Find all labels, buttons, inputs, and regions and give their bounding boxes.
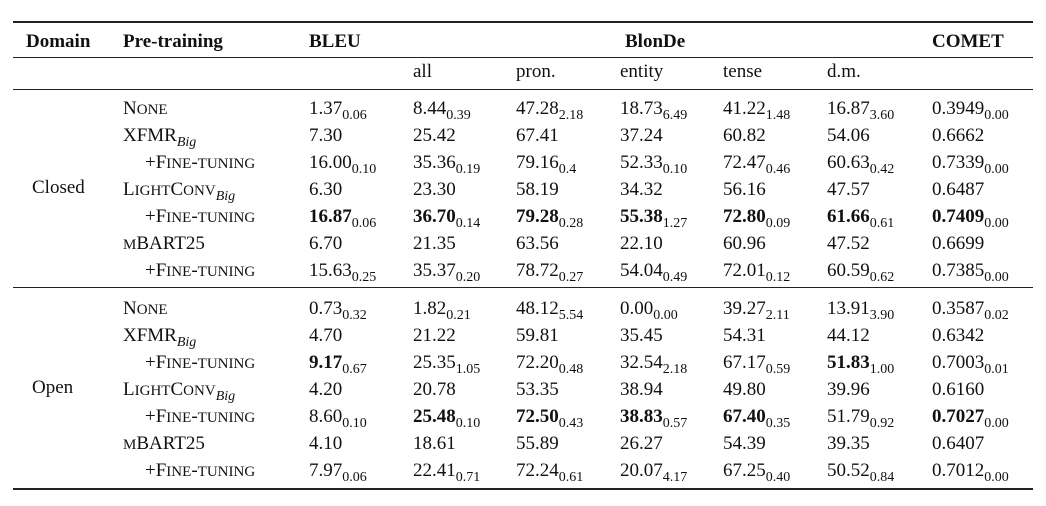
score-cell: $0.7003_{0.01}$ xyxy=(932,352,1009,377)
score-cell: $0.7385_{0.00}$ xyxy=(932,260,1009,285)
score-cell: 58.19 xyxy=(516,179,559,200)
score-cell: $0.73_{0.32}$ xyxy=(309,298,367,323)
score-cell: 0.6342 xyxy=(932,325,985,346)
subheader-pron: pron. xyxy=(516,61,556,82)
model-name: MBART25 xyxy=(123,433,205,454)
score-cell: 7.30 xyxy=(309,125,343,146)
score-cell: $72.80_{0.09}$ xyxy=(723,206,791,231)
score-cell: $1.82_{0.21}$ xyxy=(413,298,471,323)
pretraining-header: Pre-training xyxy=(123,31,223,52)
score-cell: $22.41_{0.71}$ xyxy=(413,460,481,485)
score-cell: 22.10 xyxy=(620,233,663,254)
score-cell: 21.22 xyxy=(413,325,456,346)
blonde-header: BlonDe xyxy=(625,31,686,52)
score-cell: 39.96 xyxy=(827,379,870,400)
score-cell: $35.36_{0.19}$ xyxy=(413,152,481,177)
score-cell: 54.31 xyxy=(723,325,766,346)
bleu-header: BLEU xyxy=(309,31,361,52)
score-cell: 47.57 xyxy=(827,179,870,200)
score-cell: 18.61 xyxy=(413,433,456,454)
score-cell: 38.94 xyxy=(620,379,663,400)
score-cell: $67.25_{0.40}$ xyxy=(723,460,791,485)
header-rule xyxy=(13,57,1033,58)
model-name: $XFMR_{Big}$ xyxy=(123,325,197,350)
score-cell: $52.33_{0.10}$ xyxy=(620,152,688,177)
score-cell: $20.07_{4.17}$ xyxy=(620,460,688,485)
score-cell: 4.20 xyxy=(309,379,343,400)
bottom-rule xyxy=(13,488,1033,490)
score-cell: $16.87_{0.06}$ xyxy=(309,206,377,231)
model-name: +FINE-TUNING xyxy=(145,206,256,227)
score-cell: $79.28_{0.28}$ xyxy=(516,206,584,231)
score-cell: 59.81 xyxy=(516,325,559,346)
score-cell: $72.01_{0.12}$ xyxy=(723,260,791,285)
score-cell: 20.78 xyxy=(413,379,456,400)
group-rule xyxy=(13,287,1033,288)
score-cell: 60.82 xyxy=(723,125,766,146)
score-cell: $78.72_{0.27}$ xyxy=(516,260,584,285)
score-cell: $79.16_{0.4}$ xyxy=(516,152,577,177)
score-cell: 0.6487 xyxy=(932,179,985,200)
model-name: +FINE-TUNING xyxy=(145,352,256,373)
score-cell: 6.70 xyxy=(309,233,343,254)
score-cell: $32.54_{2.18}$ xyxy=(620,352,688,377)
score-cell: $0.7339_{0.00}$ xyxy=(932,152,1009,177)
subheader-all: all xyxy=(413,61,432,82)
model-name: NONE xyxy=(123,298,168,319)
score-cell: $16.87_{3.60}$ xyxy=(827,98,895,123)
score-cell: $67.17_{0.59}$ xyxy=(723,352,791,377)
score-cell: 34.32 xyxy=(620,179,663,200)
domain-label: Closed xyxy=(32,177,85,198)
score-cell: $72.50_{0.43}$ xyxy=(516,406,584,431)
score-cell: $61.66_{0.61}$ xyxy=(827,206,895,231)
subheader-dm: d.m. xyxy=(827,61,861,82)
model-name: MBART25 xyxy=(123,233,205,254)
score-cell: $51.83_{1.00}$ xyxy=(827,352,895,377)
model-name: $LIGHTCONV_{Big}$ xyxy=(123,179,236,204)
score-cell: $48.12_{5.54}$ xyxy=(516,298,584,323)
score-cell: 23.30 xyxy=(413,179,456,200)
score-cell: 63.56 xyxy=(516,233,559,254)
score-cell: $8.44_{0.39}$ xyxy=(413,98,471,123)
score-cell: 37.24 xyxy=(620,125,663,146)
model-name: +FINE-TUNING xyxy=(145,406,256,427)
model-name: NONE xyxy=(123,98,168,119)
score-cell: $60.63_{0.42}$ xyxy=(827,152,895,177)
score-cell: $9.17_{0.67}$ xyxy=(309,352,367,377)
score-cell: 53.35 xyxy=(516,379,559,400)
score-cell: 0.6160 xyxy=(932,379,985,400)
score-cell: $39.27_{2.11}$ xyxy=(723,298,790,323)
score-cell: $38.83_{0.57}$ xyxy=(620,406,688,431)
subheader-tense: tense xyxy=(723,61,763,82)
domain-label: Open xyxy=(32,377,74,398)
model-name: +FINE-TUNING xyxy=(145,260,256,281)
score-cell: 21.35 xyxy=(413,233,456,254)
score-cell: $16.00_{0.10}$ xyxy=(309,152,377,177)
score-cell: 0.6662 xyxy=(932,125,985,146)
score-cell: $25.35_{1.05}$ xyxy=(413,352,481,377)
score-cell: 6.30 xyxy=(309,179,343,200)
score-cell: $72.20_{0.48}$ xyxy=(516,352,584,377)
score-cell: 47.52 xyxy=(827,233,870,254)
score-cell: $8.60_{0.10}$ xyxy=(309,406,367,431)
score-cell: 39.35 xyxy=(827,433,870,454)
score-cell: 0.6407 xyxy=(932,433,985,454)
score-cell: 49.80 xyxy=(723,379,766,400)
score-cell: 0.6699 xyxy=(932,233,985,254)
score-cell: 67.41 xyxy=(516,125,559,146)
model-name: +FINE-TUNING xyxy=(145,152,256,173)
score-cell: $55.38_{1.27}$ xyxy=(620,206,688,231)
score-cell: $0.7409_{0.00}$ xyxy=(932,206,1009,231)
score-cell: $13.91_{3.90}$ xyxy=(827,298,895,323)
model-name: +FINE-TUNING xyxy=(145,460,256,481)
score-cell: $0.3949_{0.00}$ xyxy=(932,98,1009,123)
score-cell: $1.37_{0.06}$ xyxy=(309,98,367,123)
subheader-rule xyxy=(13,89,1033,90)
score-cell: $0.00_{0.00}$ xyxy=(620,298,678,323)
score-cell: $47.28_{2.18}$ xyxy=(516,98,584,123)
score-cell: $72.24_{0.61}$ xyxy=(516,460,584,485)
subheader-entity: entity xyxy=(620,61,664,82)
score-cell: 56.16 xyxy=(723,179,766,200)
score-cell: $25.48_{0.10}$ xyxy=(413,406,481,431)
top-rule xyxy=(13,21,1033,23)
model-name: $LIGHTCONV_{Big}$ xyxy=(123,379,236,404)
score-cell: $54.04_{0.49}$ xyxy=(620,260,688,285)
score-cell: $51.79_{0.92}$ xyxy=(827,406,895,431)
comet-header: COMET xyxy=(932,31,1004,52)
score-cell: $15.63_{0.25}$ xyxy=(309,260,377,285)
score-cell: $7.97_{0.06}$ xyxy=(309,460,367,485)
score-cell: 4.70 xyxy=(309,325,343,346)
score-cell: 26.27 xyxy=(620,433,663,454)
score-cell: $35.37_{0.20}$ xyxy=(413,260,481,285)
score-cell: $0.7027_{0.00}$ xyxy=(932,406,1009,431)
score-cell: 60.96 xyxy=(723,233,766,254)
score-cell: $18.73_{6.49}$ xyxy=(620,98,688,123)
model-name: $XFMR_{Big}$ xyxy=(123,125,197,150)
score-cell: $0.3587_{0.02}$ xyxy=(932,298,1009,323)
score-cell: 54.39 xyxy=(723,433,766,454)
score-cell: 4.10 xyxy=(309,433,343,454)
score-cell: 25.42 xyxy=(413,125,456,146)
score-cell: 54.06 xyxy=(827,125,870,146)
score-cell: $72.47_{0.46}$ xyxy=(723,152,791,177)
score-cell: 35.45 xyxy=(620,325,663,346)
score-cell: $50.52_{0.84}$ xyxy=(827,460,895,485)
score-cell: 55.89 xyxy=(516,433,559,454)
domain-header: Domain xyxy=(26,31,91,52)
score-cell: $36.70_{0.14}$ xyxy=(413,206,481,231)
score-cell: $67.40_{0.35}$ xyxy=(723,406,791,431)
score-cell: 44.12 xyxy=(827,325,870,346)
score-cell: $60.59_{0.62}$ xyxy=(827,260,895,285)
score-cell: $0.7012_{0.00}$ xyxy=(932,460,1009,485)
score-cell: $41.22_{1.48}$ xyxy=(723,98,791,123)
